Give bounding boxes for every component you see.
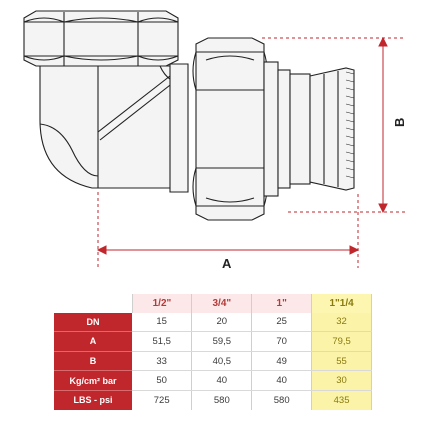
column-header: 1/2" — [132, 294, 192, 313]
table-cell: 70 — [252, 332, 312, 352]
row-header: DN — [54, 313, 132, 332]
table-row — [54, 351, 372, 371]
table-cell: 40 — [252, 371, 312, 391]
table-cell: 580 — [252, 390, 312, 409]
table-cell: 40,5 — [192, 351, 252, 371]
dimension-a-label: A — [222, 256, 232, 271]
table-row — [54, 371, 372, 391]
table-cell-highlighted: 55 — [312, 351, 372, 371]
table-cell-highlighted: 435 — [312, 390, 372, 409]
dimensions-table — [54, 294, 372, 410]
top-hex-nut — [24, 11, 178, 66]
table-cell-highlighted: 79,5 — [312, 332, 372, 352]
elbow-union-fitting — [24, 11, 354, 220]
dimension-b-label: B — [392, 117, 407, 127]
elbow-body — [40, 64, 188, 192]
table-row — [54, 313, 372, 332]
row-header: B — [54, 351, 132, 371]
table-cell: 25 — [252, 313, 312, 332]
table-cell-highlighted: 30 — [312, 371, 372, 391]
table-row — [54, 390, 372, 409]
column-header: 1" — [252, 294, 312, 313]
table-cell: 15 — [132, 313, 192, 332]
table-cell: 20 — [192, 313, 252, 332]
row-header: Kg/cm² bar — [54, 371, 132, 391]
table-cell: 59,5 — [192, 332, 252, 352]
column-header-highlighted: 1"1/4 — [312, 294, 372, 313]
table-cell: 49 — [252, 351, 312, 371]
table-cell: 40 — [192, 371, 252, 391]
threaded-male-end — [290, 68, 354, 190]
flange-ring — [264, 62, 290, 196]
union-hex-nut — [193, 38, 267, 220]
column-header: 3/4" — [192, 294, 252, 313]
row-header: A — [54, 332, 132, 352]
row-header: LBS - psi — [54, 390, 132, 409]
table-cell: 51,5 — [132, 332, 192, 352]
table-cell: 580 — [192, 390, 252, 409]
table-cell-highlighted: 32 — [312, 313, 372, 332]
table-cell: 33 — [132, 351, 192, 371]
table-cell: 50 — [132, 371, 192, 391]
table-cell: 725 — [132, 390, 192, 409]
table-row — [54, 332, 372, 352]
table-corner — [54, 294, 132, 313]
table-header-row — [54, 294, 372, 313]
